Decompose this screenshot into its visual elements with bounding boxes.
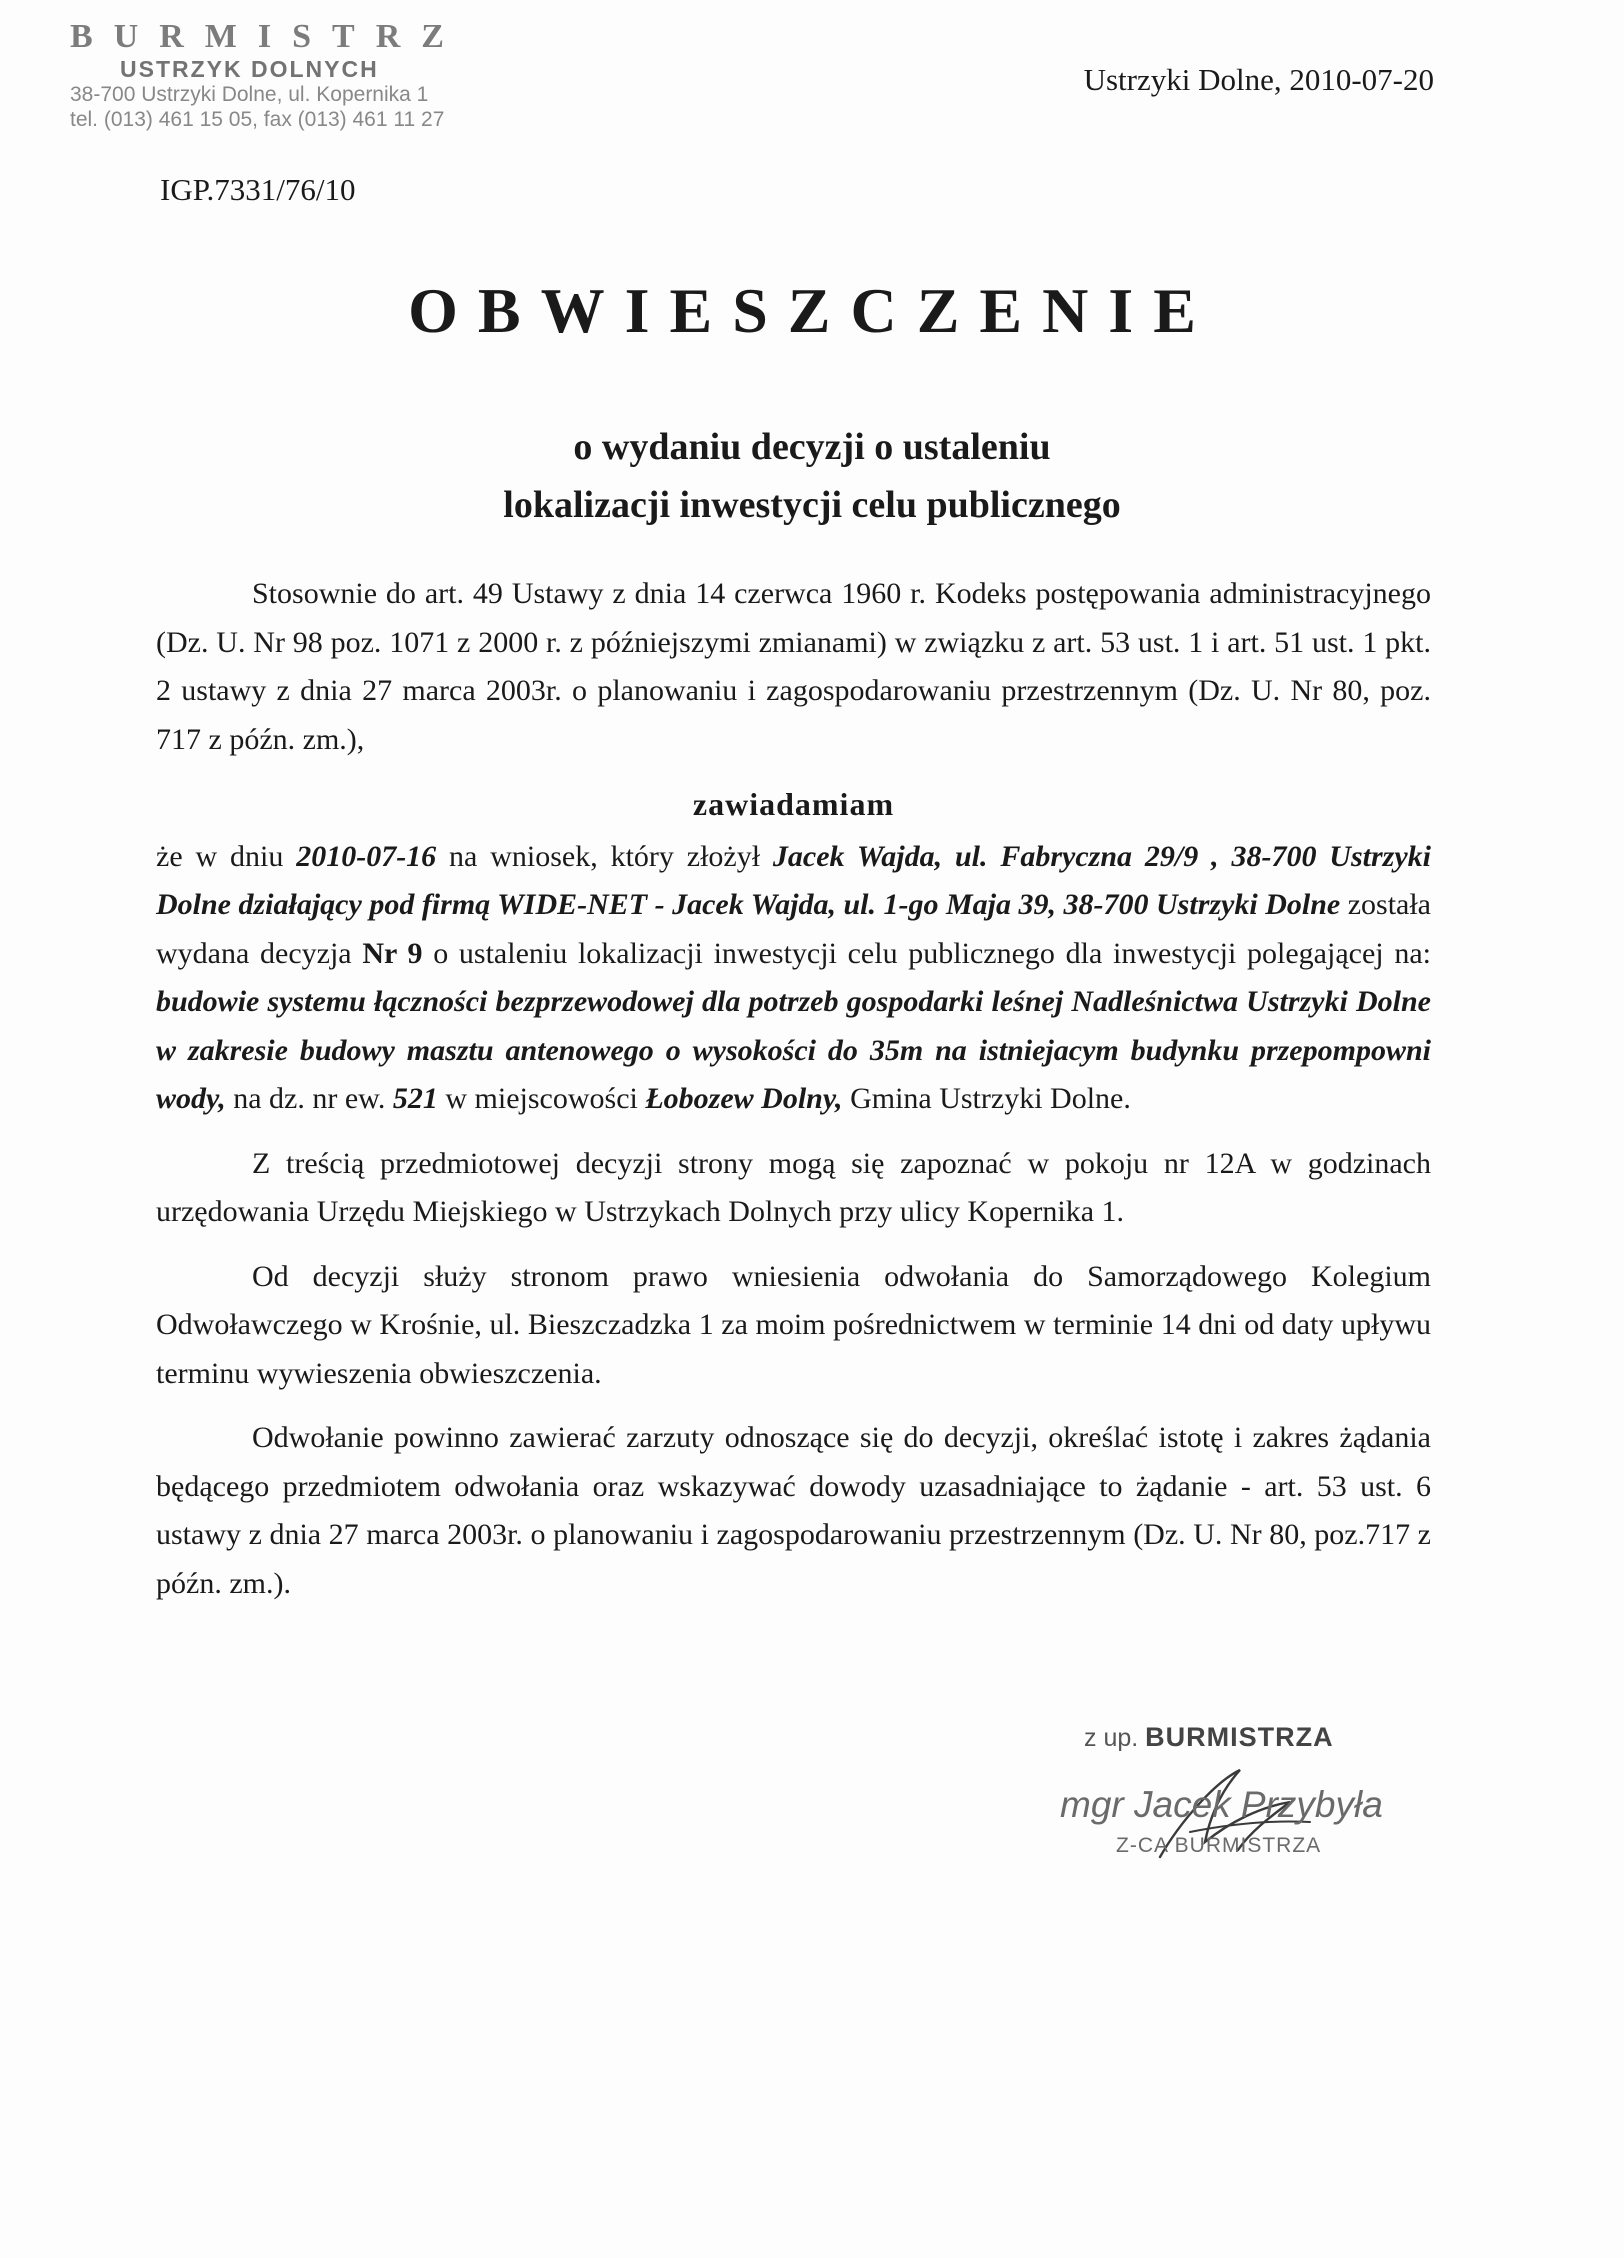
stamp-title: BURMISTRZ [70,18,465,55]
subtitle-line-2: lokalizacji inwestycji celu publicznego [503,484,1121,526]
decision-text-4: o ustaleniu lokalizacji inwestycji celu publicznego dla inwestycji polegającej na: [422,936,1431,970]
signature-stamp [1060,1722,1420,1902]
reference-number: IGP.7331/76/10 [160,172,356,207]
signature-prefix: z up. [1084,1724,1139,1752]
document-title: OBWIESZCZENIE [408,275,1216,346]
signatory-role: Z-CA BURMISTRZA [1116,1834,1322,1857]
document-body [156,570,1431,1624]
decision-text-7: Gmina Ustrzyki Dolne. [842,1082,1131,1115]
decision-text-5: na dz. nr ew. [225,1082,393,1115]
village-name: Łobozew Dolny, [645,1082,843,1115]
office-stamp [70,18,470,132]
place-and-date: Ustrzyki Dolne, 2010-07-20 [1083,62,1434,97]
decision-text-3: została wydana decyzja [156,888,1431,970]
applicant-details: Jacek Wajda, ul. Fabryczna 29/9 , 38-700 Ustrzyki Dolne działający pod firmą WIDE-NET - Jacek Wajda, ul. 1-go Maja 39, 38-700 Ustrzyki Dolne [156,839,1431,921]
subtitle-line-1: o wydaniu decyzji o ustaleniu [573,426,1051,468]
signature-authorization [1084,1722,1334,1753]
signature-office: BURMISTRZA [1145,1722,1334,1752]
appeal-contents-paragraph: Odwołanie powinno zawierać zarzuty odnoszące się do decyzji, określać istotę i zakres żądania będącego przedmiotem odwołania oraz wskazywać dowody uzasadniające to żądanie - art. 53 ust. 6 ustawy z dnia 27 marca 2003r. o planowaniu i zagospodarowaniu przestrzennym (Dz. U. Nr 80, poz.717 z późn. zm.). [156,1421,1431,1600]
announcement-word: zawiadamiam [692,786,895,822]
document-subtitle [0,418,1624,534]
decision-text-2: na wniosek, który złożył [436,839,773,873]
decision-text-6: w miejscowości [437,1082,646,1115]
plot-number: 521 [392,1082,438,1115]
stamp-address: 38-700 Ustrzyki Dolne, ul. Kopernika 1 [70,83,429,106]
stamp-subtitle: USTRZYK DOLNYCH [120,56,379,82]
decision-paragraph [156,833,1431,1124]
appeal-paragraph: Od decyzji służy stronom prawo wniesienia odwołania do Samorządowego Kolegium Odwoławczego w Krośnie, ul. Bieszczadzka 1 za moim pośrednictwem w terminie 14 dni od daty upływu terminu wywieszenia obwieszczenia. [156,1259,1431,1390]
application-date: 2010-07-16 [296,839,437,873]
access-paragraph: Z treścią przedmiotowej decyzji strony mogą się zapoznać w pokoju nr 12A w godzinach urzędowania Urzędu Miejskiego w Ustrzykach Dolnych przy ulicy Kopernika 1. [156,1146,1431,1228]
investment-description: budowie systemu łączności bezprzewodowej dla potrzeb gospodarki leśnej Nadleśnictwa Ustrzyki Dolne w zakresie budowy masztu antenowego o wysokości do 35m na istniejacym budynku przepompowni wody, [156,985,1431,1115]
stamp-phone: tel. (013) 461 15 05, fax (013) 461 11 27 [70,108,445,131]
signatory-name: mgr Jacek Przybyła [1060,1784,1383,1825]
decision-text-1: że w dniu [156,839,297,873]
legal-basis-paragraph: Stosownie do art. 49 Ustawy z dnia 14 czerwca 1960 r. Kodeks postępowania administracyjnego (Dz. U. Nr 98 poz. 1071 z 2000 r. z późniejszymi zmianami) w związku z art. 53 ust. 1 i art. 51 ust. 1 pkt. 2 ustawy z dnia 27 marca 2003r. o planowaniu i zagospodarowaniu przestrzennym (Dz. U. Nr 80, poz. 717 z późn. zm.), [156,577,1431,756]
decision-number: Nr 9 [362,936,423,970]
